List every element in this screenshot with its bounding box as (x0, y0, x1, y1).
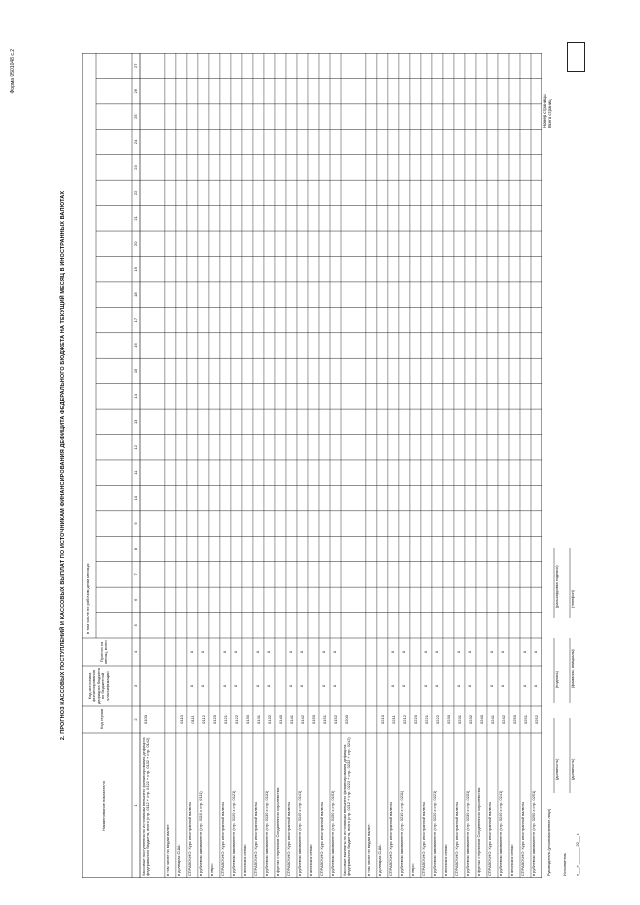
row-code: 0130 (244, 715, 250, 724)
header-line-code: Код строки (99, 708, 104, 730)
row-label: в фунтах стерлингов Соединенного королевства: (476, 787, 482, 876)
row-x-mark: x (456, 684, 462, 688)
row-code: 0142 (299, 715, 305, 724)
row-x-mark: x (266, 650, 272, 654)
row-code: 0210 (379, 715, 385, 724)
row-label: СПРАВОЧНО: Курс иностранной валюты (220, 801, 226, 876)
head-signature-caption: (подпись) (555, 671, 559, 688)
row-label: СПРАВОЧНО: Курс иностранной валюты (454, 801, 460, 876)
row-label: СПРАВОЧНО: Курс иностранной валюты (421, 801, 427, 876)
column-number: 6 (133, 598, 138, 601)
row-x-mark: x (434, 650, 440, 654)
row-label: в японских иенах: (242, 843, 248, 876)
row-x-mark: x (522, 684, 528, 688)
head-decoding-caption: (расшифровка подписи) (555, 565, 559, 608)
row-label: в японских иенах: (509, 843, 515, 876)
row-x-mark: x (288, 650, 294, 654)
column-number: 5 (133, 624, 138, 627)
row-x-mark: x (533, 684, 539, 688)
column-number: 9 (133, 522, 138, 525)
column-number: 11 (133, 470, 138, 475)
row-code: 0251 (522, 715, 528, 724)
column-number: 18 (133, 292, 138, 297)
column-number: 23 (133, 165, 138, 170)
column-number: 14 (133, 394, 138, 399)
row-label: в фунтах стерлингов Соединенного королевства: (275, 787, 281, 876)
row-x-mark: x (222, 684, 228, 688)
column-number: 13 (133, 419, 138, 425)
row-code: 0242 (500, 715, 506, 724)
row-code: 0212 (401, 715, 407, 724)
row-code: 0231 (456, 715, 462, 724)
row-label: Кассовые выплаты по источникам внешнего финансирования дефицита федерального бюджета, всего (стр. 0212 + стр. 0222 + стр. 0232 + стр. 0242) (341, 737, 351, 876)
row-code: 0152 (332, 715, 338, 724)
row-code: 0250 (511, 715, 517, 724)
column-number: 26 (133, 88, 138, 94)
row-code: 0100 (143, 715, 148, 724)
row-code: 0230 (445, 715, 451, 724)
column-number: 15 (133, 368, 138, 374)
column-number: 8 (133, 547, 138, 551)
row-x-mark: x (390, 684, 396, 688)
head-position-caption: (должность) (555, 758, 559, 780)
row-x-mark: x (467, 650, 473, 654)
column-number: 19 (133, 266, 138, 272)
executor-phone-caption: (телефон) (571, 590, 575, 608)
executor-label: Исполнитель (563, 852, 567, 876)
signature-date: «___» ________ 20___ г. (576, 832, 580, 876)
row-x-mark: x (533, 650, 539, 654)
row-x-mark: x (189, 684, 195, 688)
row-label: в том числе по видам валют: (366, 823, 372, 876)
row-code: 0221 (423, 715, 429, 724)
row-code: 0150 (310, 715, 316, 724)
row-label: в долларах США: (176, 844, 182, 876)
row-label: в японских иенах: (308, 843, 314, 876)
row-label: СПРАВОЧНО: Курс иностранной валюты (319, 801, 325, 876)
column-number: 21 (133, 216, 138, 221)
row-x-mark: x (200, 684, 206, 688)
column-number: 3 (133, 684, 138, 688)
row-code: 0141 (288, 715, 294, 724)
row-code: 0111 (189, 715, 195, 724)
row-label: в долларах США: (377, 844, 383, 876)
table-title: 2. ПРОГНОЗ КАССОВЫХ ПОСТУПЛЕНИЙ И КАССОВЫХ ВЫПЛАТ ПО ИСТОЧНИКАМ ФИНАНСИРОВАНИЯ ДЕФИЦИТА ФЕДЕРАЛЬНОГО БЮДЖЕТА НА ТЕКУЩИЙ МЕСЯЦ В ИНОСТРАННЫХ ВАЛЮТАХ (60, 190, 66, 741)
column-number: 25 (133, 114, 138, 119)
signature-lines (60, 43, 580, 888)
row-code: 0232 (467, 715, 473, 724)
row-code: 0211 (390, 715, 396, 724)
row-label: в рублевом эквиваленте (стр. 0140 х стр. 0141) (297, 790, 303, 876)
row-label: СПРАВОЧНО: Курс иностранной валюты (388, 801, 394, 876)
row-x-mark: x (299, 650, 305, 654)
row-code: 0252 (533, 715, 539, 724)
row-label: в евро: (410, 863, 416, 876)
row-code: 0121 (222, 715, 228, 724)
row-x-mark: x (233, 684, 239, 688)
row-label: СПРАВОЧНО: Курс иностранной валюты (286, 801, 292, 876)
row-x-mark: x (500, 684, 506, 688)
row-x-mark: x (321, 650, 327, 654)
row-x-mark: x (332, 650, 338, 654)
column-number: 1 (133, 804, 138, 807)
row-x-mark: x (321, 684, 327, 688)
row-x-mark: x (467, 684, 473, 688)
executor-fio-caption: (фамилия, инициалы) (571, 649, 575, 688)
header-source-code: Код источника финансирования дефицита бюджета по бюджетной классификации (87, 667, 110, 705)
row-code: 0200 (344, 715, 349, 724)
form-code: Форма 0501048 с.2 (10, 49, 16, 94)
row-code: 0222 (434, 715, 440, 724)
row-x-mark: x (299, 684, 305, 688)
column-number: 4 (133, 650, 138, 654)
row-x-mark: x (423, 650, 429, 654)
row-x-mark: x (255, 684, 261, 688)
row-label: в рублевом эквиваленте (стр. 0210 х стр. 0211) (399, 790, 405, 876)
header-name: Наименование показателя (101, 781, 106, 831)
total-pages-label: Всего страниц (547, 99, 552, 128)
column-number: 10 (133, 495, 138, 501)
row-x-mark: x (288, 684, 294, 688)
row-label: в рублевом эквиваленте (стр. 0150 х стр. 0151) (330, 790, 336, 876)
row-label: в рублевом эквиваленте (стр. 0230 х стр. 0231) (465, 790, 471, 876)
header-by-days: в том числе по рабочим дням месяца: (85, 563, 90, 634)
row-label: СПРАВОЧНО: Курс иностранной валюты (520, 801, 526, 876)
row-x-mark: x (423, 684, 429, 688)
row-x-mark: x (489, 684, 495, 688)
row-x-mark: x (255, 650, 261, 654)
header-forecast-total: Прогноз на месяц, всего (99, 640, 109, 664)
row-code: 0110 (178, 715, 184, 724)
row-label: в рублевом эквиваленте (стр. 0240 х стр. 0241) (498, 790, 504, 876)
column-number: 27 (133, 63, 138, 68)
row-code: 0220 (412, 715, 418, 724)
row-x-mark: x (401, 650, 407, 654)
row-label: в рублевом эквиваленте (стр. 0110 х стр. 0111) (198, 791, 204, 876)
column-number: 24 (133, 139, 138, 145)
row-x-mark: x (500, 650, 506, 654)
row-label: СПРАВОЧНО: Курс иностранной валюты (487, 801, 493, 876)
row-code: 0132 (266, 715, 272, 724)
row-label: в японских иенах: (443, 843, 449, 876)
row-x-mark: x (434, 684, 440, 688)
row-label: в рублевом эквиваленте (стр. 0130 х стр. 0131) (264, 790, 270, 876)
column-number: 12 (133, 445, 138, 450)
row-x-mark: x (266, 684, 272, 688)
row-x-mark: x (233, 650, 239, 654)
row-label: в евро: (209, 863, 215, 876)
row-label: СПРАВОЧНО: Курс иностранной валюты (253, 801, 259, 876)
row-code: 0122 (233, 715, 239, 724)
executor-position-caption: (должность) (571, 758, 575, 780)
row-x-mark: x (522, 650, 528, 654)
row-label: СПРАВОЧНО: Курс иностранной валюты (187, 801, 193, 876)
row-label: в том числе по видам валют: (165, 823, 171, 876)
row-code: 0241 (489, 715, 495, 724)
row-label: в рублевом эквиваленте (стр. 0250 х стр. 0251) (531, 790, 537, 876)
row-x-mark: x (390, 650, 396, 654)
row-label: в рублевом эквиваленте (стр. 0120 х стр. 0121) (231, 790, 237, 876)
row-label: в рублевом эквиваленте (стр. 0220 х стр. 0221) (432, 790, 438, 876)
row-x-mark: x (200, 650, 206, 654)
column-number: 16 (133, 343, 138, 348)
row-x-mark: x (456, 650, 462, 654)
column-number: 22 (133, 190, 138, 196)
row-x-mark: x (189, 650, 195, 654)
row-code: 0120 (211, 715, 217, 724)
column-number: 7 (133, 573, 138, 576)
row-x-mark: x (332, 684, 338, 688)
page-number-box (567, 42, 585, 72)
row-label: Кассовые поступления по источникам внешнего финансирования дефицита федерального бюджета, всего (стр. 0112 + стр. 0122 + стр. 0132 + стр. 0142) (140, 737, 150, 876)
column-number: 2 (133, 718, 138, 721)
page-number-label: Номер страницы (542, 94, 547, 128)
rotated-form-sheet (10, 43, 580, 888)
row-x-mark: x (222, 650, 228, 654)
row-code: 0131 (255, 715, 261, 724)
column-number: 20 (133, 241, 138, 246)
row-code: 0112 (200, 715, 206, 724)
row-code: 0140 (277, 715, 283, 724)
row-x-mark: x (489, 650, 495, 654)
row-x-mark: x (401, 684, 407, 688)
row-code: 0151 (321, 715, 327, 724)
head-label: Руководитель (уполномоченное лицо) (547, 808, 551, 876)
row-code: 0240 (478, 715, 484, 724)
column-number: 17 (133, 317, 138, 323)
